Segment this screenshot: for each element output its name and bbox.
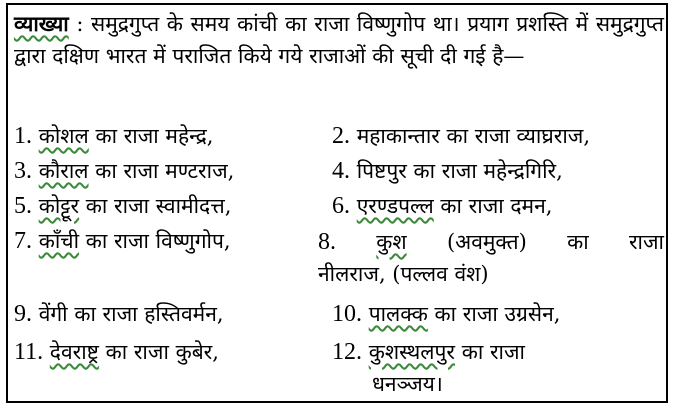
item-number: 5. xyxy=(14,193,32,219)
list-item-10 xyxy=(332,299,560,329)
place-name: देवराष्ट्र xyxy=(49,340,99,364)
intro-paragraph xyxy=(14,8,664,72)
item-text-continued: नीलराज, (पल्लव वंश) xyxy=(318,262,489,286)
item-number: 12. xyxy=(332,339,362,365)
intro-text: : समुद्रगुप्त के समय कांची का राजा विष्णुगोप था। प्रयाग प्रशस्ति में समुद्रगुप्त द्वारा दक्षिण भारत में पराजित किये गये राजाओं की सूची दी गई है— xyxy=(14,12,664,68)
item-text: का राजा स्वामीदत्त, xyxy=(79,194,232,218)
item-text: का राजा हस्तिवर्मन, xyxy=(67,302,224,326)
list-item-1 xyxy=(14,121,213,151)
item-number: 3. xyxy=(14,158,32,184)
item-number: 4. xyxy=(332,158,350,184)
list-item-12 xyxy=(332,337,525,367)
list-item-3 xyxy=(14,156,234,186)
item-number: 11. xyxy=(14,339,44,365)
list-item-6 xyxy=(332,191,552,221)
item-text: का राजा विष्णुगोप, xyxy=(79,229,231,253)
list-item-4 xyxy=(332,156,563,186)
place-name: कोट्टूर xyxy=(38,194,80,218)
item-text: का राजा दमन, xyxy=(433,194,553,218)
item-text: (अवमुक्त) का राजा xyxy=(406,230,664,254)
item-text: का राजा xyxy=(455,340,525,364)
item-number: 10. xyxy=(332,301,362,327)
item-number: 8. xyxy=(318,229,336,255)
list-item-2 xyxy=(332,121,590,151)
item-text-continued: धनञ्जय। xyxy=(372,372,443,396)
list-item-7 xyxy=(14,226,231,256)
item-text: का राजा महेन्द्रगिरि, xyxy=(406,159,563,183)
list-item-8-continued xyxy=(318,258,489,290)
place-name: काँची xyxy=(38,229,80,253)
item-text: का राजा उग्रसेन, xyxy=(427,302,561,326)
item-number: 9. xyxy=(14,301,32,327)
place-name: कुश xyxy=(376,230,407,254)
item-number: 2. xyxy=(332,123,350,149)
place-name: एरण्डपल्ल xyxy=(356,194,434,218)
place-name: कोशल xyxy=(38,124,89,148)
place-name: कौराल xyxy=(38,159,89,183)
item-number: 1. xyxy=(14,123,32,149)
item-text: का राजा व्याघ्रराज, xyxy=(439,124,591,148)
item-text: का राजा मण्टराज, xyxy=(88,159,235,183)
list-item-12-continued xyxy=(372,369,443,399)
list-item-5 xyxy=(14,191,231,221)
list-item-11 xyxy=(14,337,219,367)
place-name: महाकान्तार xyxy=(356,124,440,148)
item-text: का राजा महेन्द्र, xyxy=(88,124,214,148)
explanation-term: व्याख्या xyxy=(14,11,69,36)
item-number: 6. xyxy=(332,193,350,219)
item-text: का राजा कुबेर, xyxy=(98,340,219,364)
list-item-8 xyxy=(318,226,664,258)
place-name: पिष्टपुर xyxy=(356,159,407,183)
place-name: वेंगी xyxy=(38,302,68,326)
place-name: पालक्क xyxy=(368,302,428,326)
item-number: 7. xyxy=(14,228,32,254)
list-item-9 xyxy=(14,299,224,329)
place-name: कुशस्थलपुर xyxy=(368,340,456,364)
